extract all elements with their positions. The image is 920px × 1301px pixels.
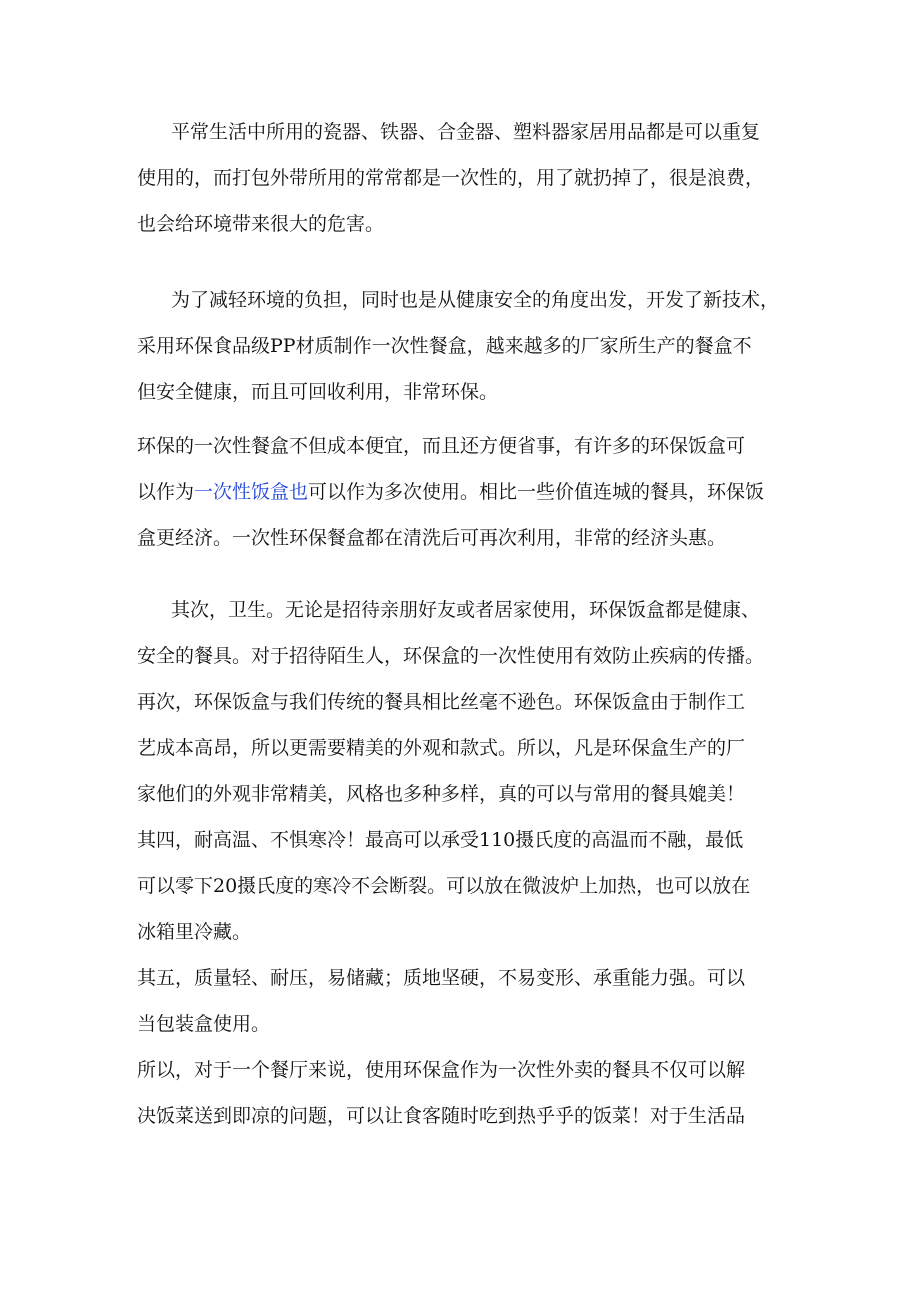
line-text-prefix: 以作为 [137,481,195,503]
paragraph-line: 平常生活中所用的瓷器、铁器、合金器、塑料器家居用品都是可以重复 [171,121,761,143]
paragraph-line: 采用环保食品级PP材质制作一次性餐盒，越来越多的厂家所生产的餐盒不 [137,335,752,357]
paragraph-line: 家他们的外观非常精美，风格也多种多样，真的可以与常用的餐具媲美！ [137,783,746,805]
paragraph-line: 其四，耐高温、不惧寒冷！最高可以承受110摄氏度的高温而不融，最低 [137,829,744,851]
paragraph-line: 其次，卫生。无论是招待亲朋好友或者居家使用，环保饭盒都是健康、 [171,599,761,621]
paragraph-line: 其五，质量轻、耐压，易储藏；质地坚硬，不易变形、承重能力强。可以 [137,967,746,989]
line-text-suffix: 可以作为多次使用。相比一些价值连城的餐具，环保饭 [308,481,765,503]
paragraph-line-with-link [137,469,787,515]
paragraph-line: 安全的餐具。对于招待陌生人，环保盒的一次性使用有效防止疾病的传播。 [137,645,765,667]
paragraph-line: 当包装盒使用。 [137,1013,271,1035]
paragraph-line: 冰箱里冷藏。 [137,921,252,943]
paragraph-2 [137,277,787,415]
paragraph-4 [137,587,787,1139]
paragraph-line: 盒更经济。一次性环保餐盒都在清洗后可再次利用，非常的经济头惠。 [137,527,727,549]
paragraph-line: 环保的一次性餐盒不但成本便宜，而且还方便省事，有许多的环保饭盒可 [137,435,746,457]
paragraph-line: 决饭菜送到即凉的问题，可以让食客随时吃到热乎乎的饭菜！对于生活品 [137,1105,746,1127]
paragraph-line: 所以，对于一个餐厅来说，使用环保盒作为一次性外卖的餐具不仅可以解 [137,1059,746,1081]
inline-link[interactable]: 一次性饭盒也 [194,481,309,503]
paragraph-line: 再次，环保饭盒与我们传统的餐具相比丝毫不逊色。环保饭盒由于制作工 [137,691,746,713]
paragraph-line: 可以零下20摄氏度的寒冷不会断裂。可以放在微波炉上加热，也可以放在 [137,875,751,897]
paragraph-line: 但安全健康，而且可回收利用，非常环保。 [137,381,499,403]
paragraph-line: 使用的，而打包外带所用的常常都是一次性的，用了就扔掉了，很是浪费， [137,167,765,189]
paragraph-line: 也会给环境带来很大的危害。 [137,213,385,235]
paragraph-3 [137,423,787,561]
paragraph-line: 为了减轻环境的负担，同时也是从健康安全的角度出发，开发了新技术， [171,289,780,311]
paragraph-line: 艺成本高昂，所以更需要精美的外观和款式。所以，凡是环保盒生产的厂 [137,737,746,759]
paragraph-1 [137,109,787,247]
